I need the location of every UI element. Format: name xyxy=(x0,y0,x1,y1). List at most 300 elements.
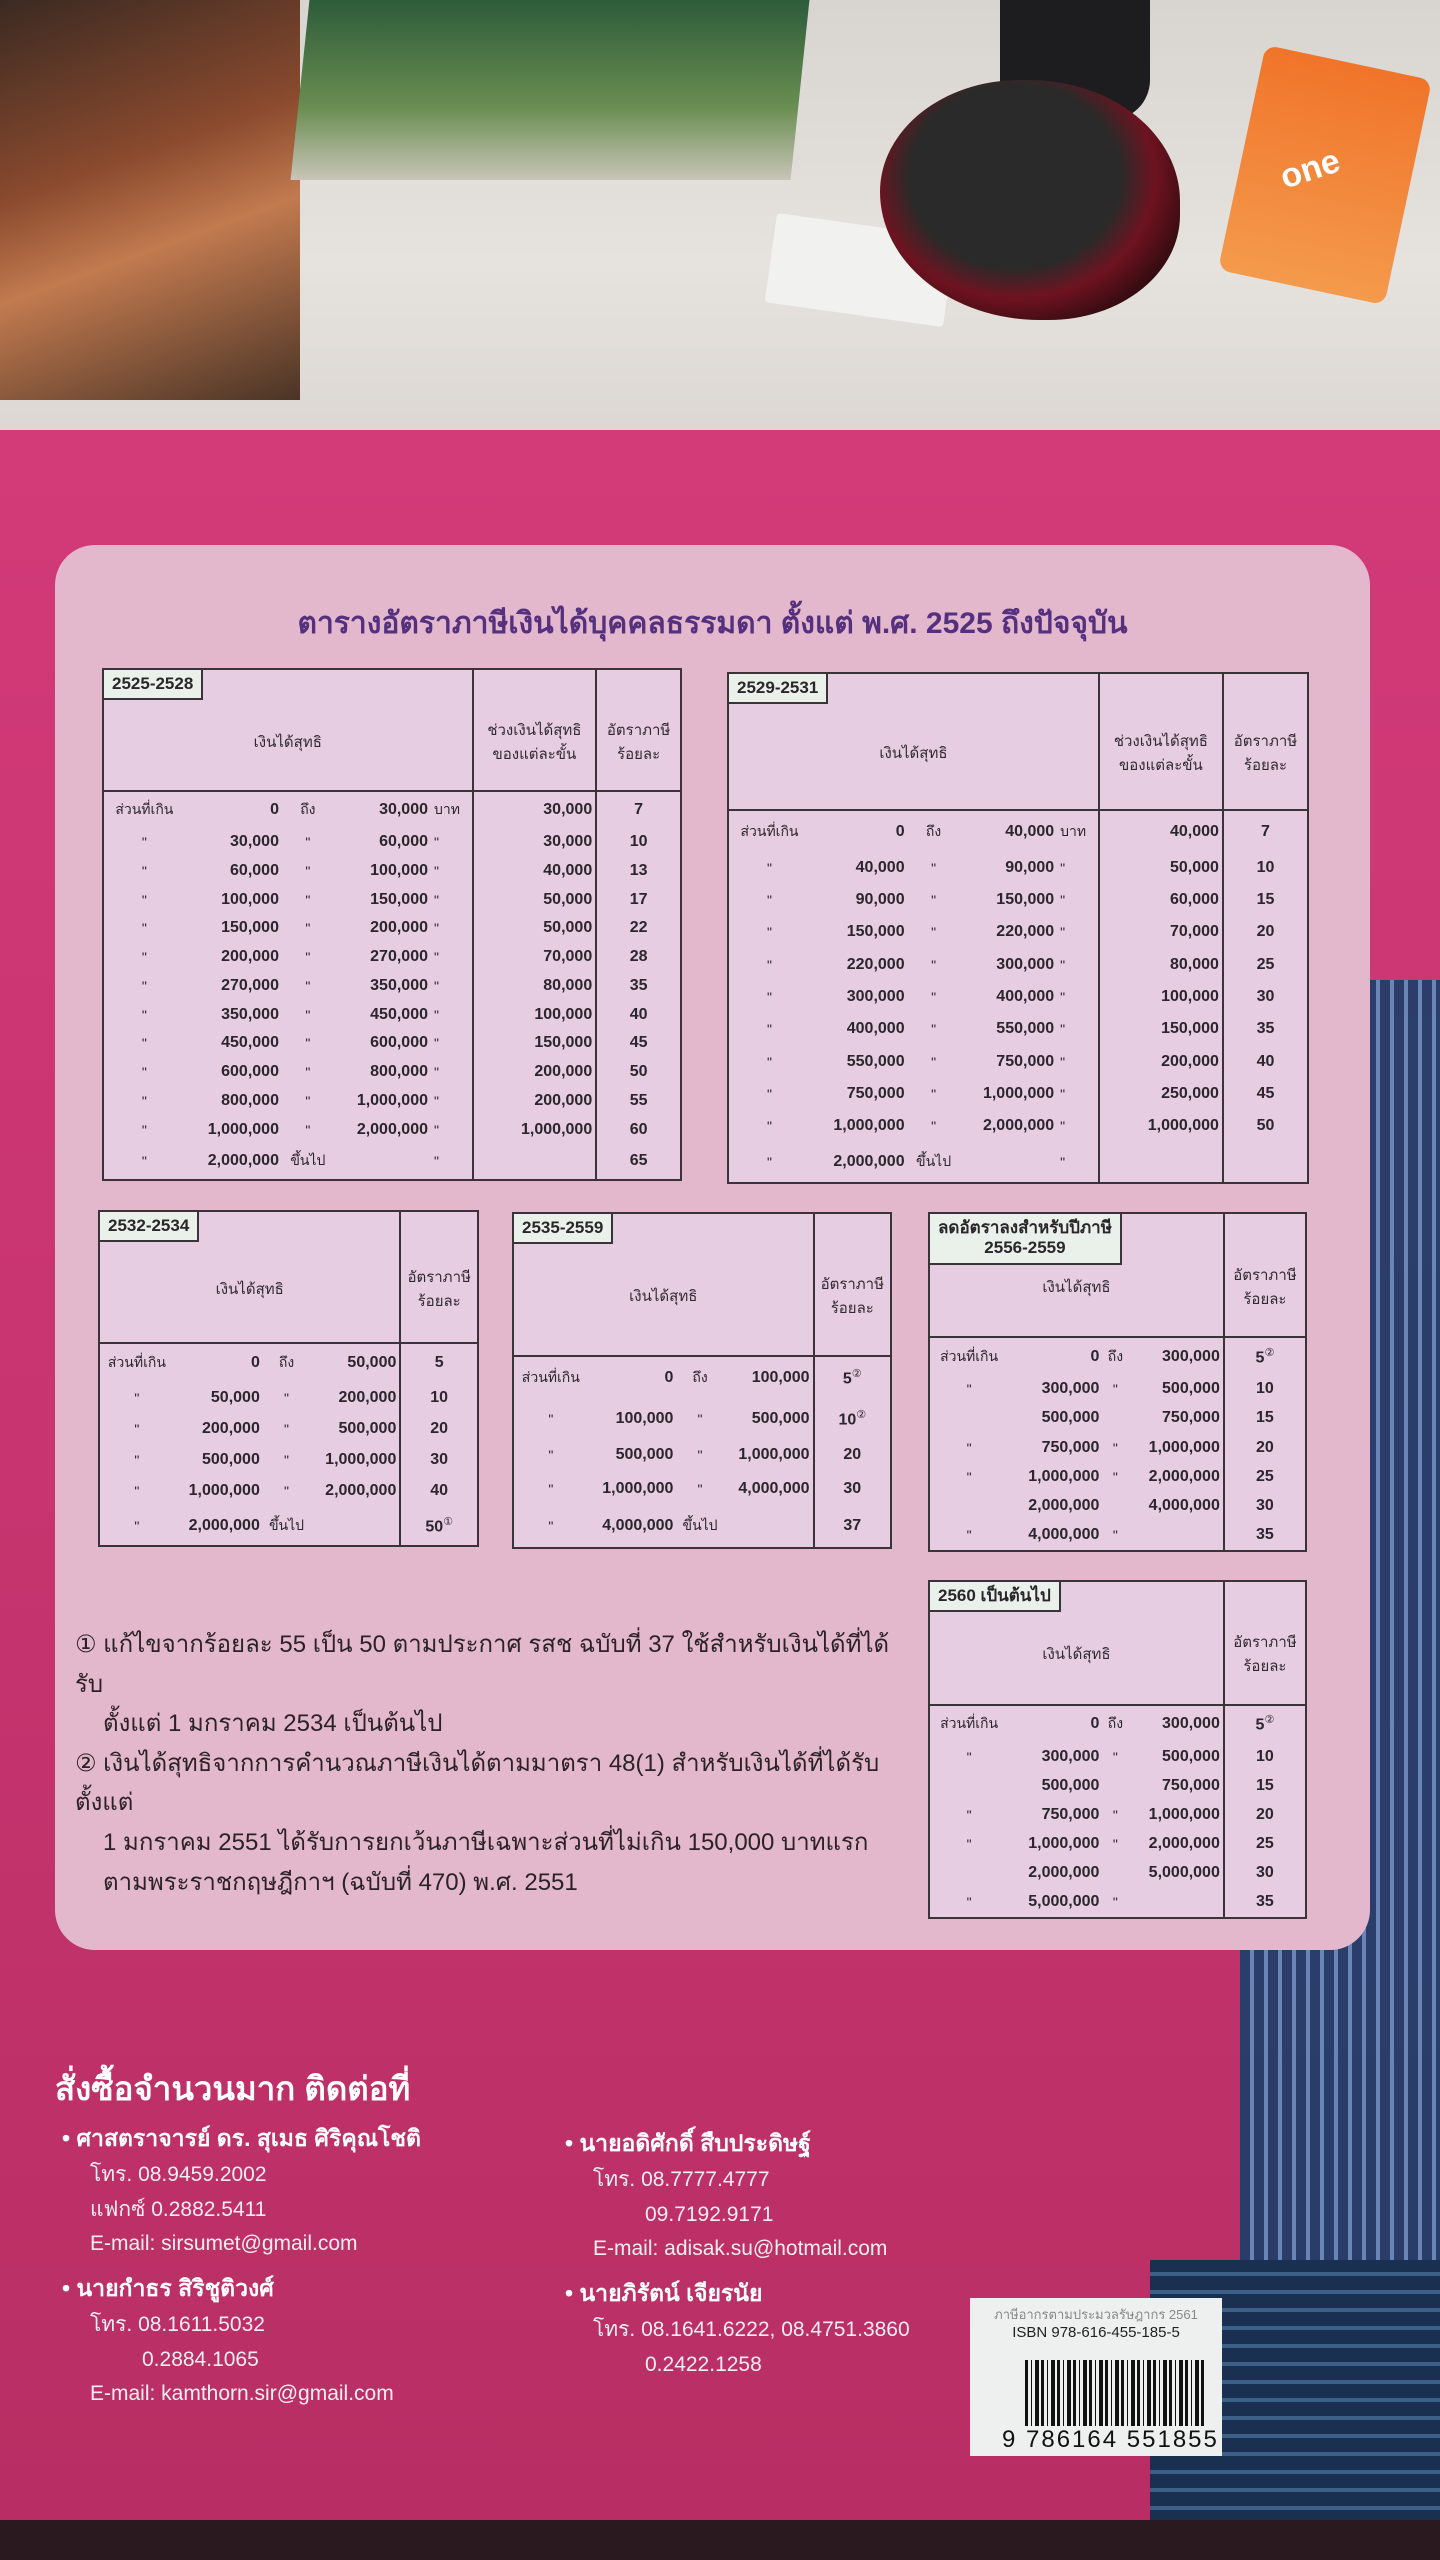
cell-text: ถึง xyxy=(692,1368,708,1385)
cell-lead xyxy=(930,1404,1008,1433)
cell-text: 35 xyxy=(1256,1893,1274,1911)
cell-text: " xyxy=(141,1092,147,1109)
cell-unit xyxy=(431,885,473,914)
contact-phone: โทร. 08.1611.5032 xyxy=(90,2312,265,2336)
cell-rate xyxy=(596,914,680,943)
footnote-2-line-2: 1 มกราคม 2551 ได้รับการยกเว้นภาษีเฉพาะส่วนที่ไม่เกิน 150,000 บาทแรก xyxy=(103,1828,869,1856)
cell-text: บาท xyxy=(434,801,460,818)
table-period-label: 2525-2528 xyxy=(102,668,203,700)
cell-rate xyxy=(1223,981,1307,1013)
cell-text: 1,000,000 xyxy=(602,1480,674,1498)
cell-num xyxy=(185,1086,282,1115)
cell-text: 40,000 xyxy=(543,862,593,880)
cell-lead xyxy=(104,972,185,1001)
cell-num xyxy=(1008,1492,1102,1521)
footnote-2-line-1: ② เงินได้สุทธิจากการคำนวณภาษีเงินได้ตามมาตรา 48(1) สำหรับเงินได้ที่ได้รับตั้งแต่ xyxy=(75,1749,880,1817)
cell-text: 10 xyxy=(629,833,648,851)
cell-lead xyxy=(104,791,185,828)
cell-rate xyxy=(596,791,680,828)
cell-text: 200,000 xyxy=(1161,1052,1219,1070)
cell-unit xyxy=(431,943,473,972)
cell-text: 1,000,000 xyxy=(1147,1117,1219,1135)
table-row xyxy=(104,1029,680,1058)
cell-num xyxy=(960,884,1058,916)
cell-text: " xyxy=(134,1452,140,1469)
cell-text: 30 xyxy=(430,1451,449,1469)
cell-num xyxy=(1008,1830,1102,1859)
table-row xyxy=(104,828,680,857)
cell-text: 750,000 xyxy=(1041,1806,1100,1824)
cell-num xyxy=(185,1115,282,1144)
cell-num xyxy=(724,1506,814,1547)
header-tax-rate: อัตราภาษี ร้อยละ xyxy=(596,670,680,791)
cell-num xyxy=(1128,1888,1223,1917)
cell-text: 2,000,000 xyxy=(1028,1864,1100,1882)
cell-text: 65 xyxy=(629,1152,648,1170)
cell-text: " xyxy=(1060,924,1066,941)
cell-text: " xyxy=(305,863,311,880)
cell-rate xyxy=(400,1445,477,1476)
table-row xyxy=(930,1830,1305,1859)
cell-text: " xyxy=(931,989,937,1006)
contact-name: • นายภิรัตน์ เจียรนัย xyxy=(565,2280,763,2306)
table-row xyxy=(729,1142,1307,1182)
cell-conj xyxy=(1102,1404,1128,1433)
header-tax-rate: อัตราภาษี ร้อยละ xyxy=(400,1212,477,1343)
contact-email[interactable]: E-mail: kamthorn.sir@gmail.com xyxy=(90,2382,394,2406)
table-row xyxy=(104,885,680,914)
cell-conj xyxy=(1102,1433,1128,1462)
cell-text: 2,000,000 xyxy=(356,1120,428,1138)
cell-conj xyxy=(263,1343,310,1383)
cell-conj xyxy=(676,1472,723,1506)
cell-text: 15 xyxy=(1256,1776,1274,1794)
cell-lead xyxy=(104,828,185,857)
cell-num xyxy=(1128,1404,1223,1433)
cell-unit xyxy=(431,1029,473,1058)
cell-num xyxy=(185,972,282,1001)
cell-conj xyxy=(676,1506,723,1547)
cell-text: " xyxy=(305,1092,311,1109)
barcode-number: 9 786164 551855 xyxy=(1002,2426,1219,2453)
cell-rate xyxy=(1224,1375,1305,1404)
cell-rate xyxy=(596,885,680,914)
cell-num xyxy=(1008,1521,1102,1550)
cell-text: 45 xyxy=(1256,1084,1275,1102)
cell-rate xyxy=(596,1115,680,1144)
cell-lead xyxy=(930,1337,1008,1374)
cell-rate xyxy=(400,1383,477,1414)
cell-rate xyxy=(1224,1433,1305,1462)
cell-num xyxy=(810,1110,908,1142)
contact-name: • ศาสตราจารย์ ดร. สุเมธ ศิริคุณโชติ xyxy=(62,2125,421,2151)
cell-text: 0 xyxy=(270,801,279,819)
cell-text: " xyxy=(966,1527,972,1544)
cell-rate xyxy=(814,1439,890,1473)
cell-text: " xyxy=(966,1381,972,1398)
cell-num xyxy=(810,1142,908,1182)
cell-text: " xyxy=(434,1121,439,1138)
cell-unit xyxy=(1057,852,1099,884)
cell-conj xyxy=(1102,1462,1128,1491)
cell-text: 500,000 xyxy=(1041,1409,1100,1427)
cell-text: 10 xyxy=(430,1389,449,1407)
cell-unit xyxy=(431,914,473,943)
cell-rate xyxy=(1224,1742,1305,1771)
cell-text: " xyxy=(1112,1527,1118,1544)
cell-rate xyxy=(400,1476,477,1507)
cell-num xyxy=(1008,1800,1102,1829)
cell-conj xyxy=(282,1000,334,1029)
cell-unit xyxy=(1057,1045,1099,1077)
cell-num xyxy=(960,852,1058,884)
table-row xyxy=(729,852,1307,884)
cell-lead xyxy=(930,1462,1008,1491)
cell-text: " xyxy=(767,989,772,1006)
cell-text: " xyxy=(697,1410,703,1427)
cell-num xyxy=(588,1506,677,1547)
footnote-1-line-2: ตั้งแต่ 1 มกราคม 2534 เป็นต้นไป xyxy=(103,1710,443,1738)
cell-text: 2,000,000 xyxy=(1148,1835,1220,1853)
cell-lead xyxy=(930,1521,1008,1550)
cell-text: " xyxy=(305,920,311,937)
cell-text: 5 xyxy=(842,1370,852,1388)
cell-text: " xyxy=(434,891,439,908)
cell-text: 150,000 xyxy=(996,891,1055,909)
cell-num xyxy=(810,1078,908,1110)
cell-lead xyxy=(729,949,810,981)
contact-phone-2: 0.2422.1258 xyxy=(645,2352,762,2376)
cell-text: 1,000,000 xyxy=(356,1091,428,1109)
cell-num xyxy=(960,1110,1058,1142)
cell-rate xyxy=(400,1343,477,1383)
cell-num xyxy=(1128,1742,1223,1771)
cell-text: " xyxy=(931,1053,937,1070)
cell-text: 500,000 xyxy=(202,1451,260,1469)
cell-text: " xyxy=(931,956,937,973)
cell-rate xyxy=(1224,1888,1305,1917)
barcode-series-title: ภาษีอากรตามประมวลรัษฎากร 2561 xyxy=(994,2307,1198,2322)
tax-table-2529-2531 xyxy=(727,672,1309,1184)
cell-band xyxy=(473,1058,597,1087)
table-row xyxy=(104,914,680,943)
cell-text: 450,000 xyxy=(370,1005,428,1023)
cell-text: " xyxy=(141,834,147,851)
contact-phone-2: 0.2884.1065 xyxy=(142,2347,259,2371)
cell-text: 70,000 xyxy=(543,948,593,966)
cell-conj xyxy=(908,1078,960,1110)
cell-text: " xyxy=(931,1085,937,1102)
cell-band xyxy=(473,943,597,972)
cell-text: 300,000 xyxy=(996,955,1055,973)
cell-text: 150,000 xyxy=(846,923,905,941)
cell-rate xyxy=(1224,1830,1305,1859)
cell-band xyxy=(473,972,597,1001)
cell-num xyxy=(185,885,282,914)
cell-num xyxy=(1128,1830,1223,1859)
cell-text: 400,000 xyxy=(846,1020,905,1038)
cell-text: 200,000 xyxy=(221,948,279,966)
contact-name: • นายกำธร สิริชูติวงศ์ xyxy=(62,2275,274,2301)
cell-text: " xyxy=(548,1410,554,1427)
isbn-barcode-label xyxy=(970,2298,1222,2456)
cell-text: 300,000 xyxy=(1041,1380,1100,1398)
cell-num xyxy=(588,1439,677,1473)
cell-text: 7 xyxy=(634,801,644,819)
cell-text: ส่วนที่เกิน xyxy=(115,801,174,818)
cell-unit xyxy=(431,828,473,857)
cell-text: 10 xyxy=(838,1411,857,1429)
cell-lead xyxy=(100,1383,174,1414)
cell-num xyxy=(960,981,1058,1013)
cell-text: " xyxy=(284,1390,290,1407)
cell-lead xyxy=(729,916,810,948)
cell-rate xyxy=(1224,1404,1305,1433)
cell-num xyxy=(1008,1742,1102,1771)
contact-email[interactable]: E-mail: sirsumet@gmail.com xyxy=(90,2232,358,2256)
contact-name: • นายอดิศักดิ์ สืบประดิษฐ์ xyxy=(565,2130,811,2156)
cell-conj xyxy=(1102,1859,1128,1888)
cell-num xyxy=(1008,1375,1102,1404)
footnote-marker: ② xyxy=(1264,1346,1275,1359)
cell-text: " xyxy=(434,1092,439,1109)
cell-lead xyxy=(729,1110,810,1142)
cell-text: 30 xyxy=(1256,988,1275,1006)
cell-rate xyxy=(1224,1800,1305,1829)
header-net-income: เงินได้สุทธิ xyxy=(729,674,1099,810)
cell-text: " xyxy=(548,1518,554,1535)
footnote-marker: ② xyxy=(1264,1714,1275,1727)
tax-table-2560-onward xyxy=(928,1580,1307,1919)
cell-text: 40 xyxy=(629,1005,648,1023)
cell-text: 25 xyxy=(1256,1467,1274,1485)
cell-text: 13 xyxy=(629,862,648,880)
cell-rate xyxy=(596,1029,680,1058)
cell-text: บาท xyxy=(1060,822,1087,839)
cell-text: " xyxy=(1112,1807,1118,1824)
cell-text: 150,000 xyxy=(534,1034,593,1052)
cell-num xyxy=(1008,1404,1102,1433)
cell-text: 60,000 xyxy=(230,862,279,880)
cell-text: 30 xyxy=(843,1480,862,1498)
cell-text: " xyxy=(1060,989,1066,1006)
cell-text: " xyxy=(966,1807,972,1824)
table-row xyxy=(104,857,680,886)
contact-phone: โทร. 08.1641.6222, 08.4751.3860 xyxy=(593,2317,910,2341)
cell-lead xyxy=(930,1859,1008,1888)
cell-text: 17 xyxy=(629,890,648,908)
cell-unit xyxy=(1057,949,1099,981)
header-net-income: เงินได้สุทธิ xyxy=(100,1212,400,1343)
table-period-label: 2529-2531 xyxy=(727,672,828,704)
cell-num xyxy=(334,972,431,1001)
cell-text: 2,000,000 xyxy=(1028,1497,1100,1515)
cell-num xyxy=(334,1086,431,1115)
cell-unit xyxy=(431,1058,473,1087)
cell-conj xyxy=(908,1045,960,1077)
cell-text: 350,000 xyxy=(370,976,428,994)
cell-text: " xyxy=(767,1118,772,1135)
table-row xyxy=(930,1800,1305,1829)
cell-lead xyxy=(104,1058,185,1087)
cell-text: 25 xyxy=(1256,955,1275,973)
cell-num xyxy=(1128,1705,1223,1742)
cell-num xyxy=(185,857,282,886)
green-book xyxy=(291,0,810,180)
cell-text: " xyxy=(548,1481,554,1498)
cell-text: 2,000,000 xyxy=(188,1516,260,1534)
cell-text: " xyxy=(141,1035,147,1052)
cell-text: 550,000 xyxy=(996,1020,1055,1038)
cell-conj xyxy=(1102,1492,1128,1521)
cell-text: 7 xyxy=(1261,822,1270,840)
cell-text: 10 xyxy=(1256,1747,1274,1765)
header-net-income: เงินได้สุทธิ xyxy=(930,1582,1224,1705)
cell-band xyxy=(473,914,597,943)
cell-lead xyxy=(729,981,810,1013)
cell-text: " xyxy=(141,977,147,994)
cell-conj xyxy=(263,1507,310,1545)
cell-text: 15 xyxy=(1256,1409,1274,1427)
cell-num xyxy=(1128,1800,1223,1829)
cell-text: 5 xyxy=(1255,1716,1265,1734)
contact-fax: แฟกซ์ 0.2882.5411 xyxy=(90,2197,267,2221)
cell-lead xyxy=(729,852,810,884)
cell-text: " xyxy=(767,1053,772,1070)
cell-lead xyxy=(930,1771,1008,1800)
cell-num xyxy=(960,949,1058,981)
cell-text: 40,000 xyxy=(1005,822,1055,840)
cell-lead xyxy=(930,1433,1008,1462)
cell-rate xyxy=(400,1414,477,1445)
cell-lead xyxy=(104,857,185,886)
cell-text: 500,000 xyxy=(338,1420,397,1438)
cell-text: 50 xyxy=(1256,1117,1275,1135)
table-row xyxy=(100,1383,477,1414)
cell-text: 150,000 xyxy=(221,919,279,937)
cell-band xyxy=(473,828,597,857)
cell-text: 1,000,000 xyxy=(1028,1467,1100,1485)
cell-text: " xyxy=(434,863,439,880)
cell-text: 750,000 xyxy=(1162,1409,1220,1427)
cell-rate xyxy=(1224,1492,1305,1521)
cell-num xyxy=(174,1507,263,1545)
cell-text: 80,000 xyxy=(1169,955,1219,973)
cell-num xyxy=(185,1058,282,1087)
cell-text: " xyxy=(434,949,439,966)
header-income-band: ช่วงเงินได้สุทธิ ของแต่ละขั้น xyxy=(473,670,597,791)
cell-band xyxy=(473,1144,597,1179)
cell-text: 220,000 xyxy=(846,955,905,973)
book-stack xyxy=(0,0,300,400)
cell-text: 220,000 xyxy=(996,923,1055,941)
contact-email[interactable]: E-mail: adisak.su@hotmail.com xyxy=(593,2237,888,2261)
cell-text: 300,000 xyxy=(1041,1747,1100,1765)
table-row xyxy=(514,1439,890,1473)
cell-rate xyxy=(1223,1013,1307,1045)
cell-band xyxy=(1099,1142,1223,1182)
cell-lead xyxy=(729,1142,810,1182)
table-row xyxy=(930,1742,1305,1771)
cell-text: 550,000 xyxy=(846,1052,905,1070)
cell-conj xyxy=(282,943,334,972)
cell-text: 25 xyxy=(1256,1835,1274,1853)
cell-num xyxy=(960,1078,1058,1110)
cell-text: 0 xyxy=(1090,1715,1100,1733)
cell-text: 22 xyxy=(629,919,648,937)
cell-text: " xyxy=(305,1035,311,1052)
cell-text: 1,000,000 xyxy=(188,1482,260,1500)
cell-conj xyxy=(1102,1521,1128,1550)
cell-text: 20 xyxy=(1256,1438,1274,1456)
tax-table-2535-2559 xyxy=(512,1212,892,1549)
cell-text: " xyxy=(141,1121,147,1138)
cell-text: " xyxy=(966,1894,972,1911)
cell-text: 100,000 xyxy=(1161,988,1219,1006)
cell-unit xyxy=(431,1086,473,1115)
cell-conj xyxy=(1102,1830,1128,1859)
cell-lead xyxy=(100,1414,174,1445)
cell-text: 4,000,000 xyxy=(1148,1497,1220,1515)
table-row xyxy=(729,1045,1307,1077)
cell-unit xyxy=(1057,884,1099,916)
cell-conj xyxy=(282,1144,334,1179)
table-row xyxy=(729,949,1307,981)
cell-text: " xyxy=(434,834,439,851)
cell-lead xyxy=(514,1356,588,1399)
table-row xyxy=(930,1771,1305,1800)
page-title: ตารางอัตราภาษีเงินได้บุคคลธรรมดา ตั้งแต่ พ.ศ. 2525 ถึงปัจจุบัน xyxy=(297,607,1128,640)
cell-text: " xyxy=(1060,1053,1066,1070)
cell-text: 350,000 xyxy=(221,1005,279,1023)
cell-text: 1,000,000 xyxy=(1028,1835,1100,1853)
cell-conj xyxy=(908,1013,960,1045)
cell-lead xyxy=(729,1013,810,1045)
contact-phone: โทร. 08.9459.2002 xyxy=(90,2162,267,2186)
cell-band xyxy=(1099,949,1223,981)
cell-rate xyxy=(814,1399,890,1439)
contact-heading: สั่งซื้อจำนวนมาก ติดต่อที่ xyxy=(55,2070,411,2107)
cell-lead xyxy=(100,1507,174,1545)
cell-lead xyxy=(514,1472,588,1506)
cell-text: 10 xyxy=(1256,858,1275,876)
cell-num xyxy=(334,1144,431,1179)
cell-text: " xyxy=(134,1517,140,1534)
cell-rate xyxy=(596,1144,680,1179)
cell-lead xyxy=(930,1830,1008,1859)
cell-text: " xyxy=(141,920,147,937)
cell-conj xyxy=(282,828,334,857)
cell-unit xyxy=(431,1144,473,1179)
cell-num xyxy=(185,791,282,828)
cell-rate xyxy=(1224,1521,1305,1550)
cell-rate xyxy=(1223,852,1307,884)
cell-num xyxy=(1128,1521,1223,1550)
cell-conj xyxy=(282,857,334,886)
cell-text: 200,000 xyxy=(534,1063,593,1081)
cell-lead xyxy=(930,1375,1008,1404)
table-row xyxy=(104,943,680,972)
cell-rate xyxy=(596,943,680,972)
cell-text: 200,000 xyxy=(534,1091,593,1109)
cell-band xyxy=(1099,1078,1223,1110)
cell-text: 750,000 xyxy=(846,1084,905,1102)
header-tax-rate: อัตราภาษี ร้อยละ xyxy=(1223,674,1307,810)
table-row xyxy=(729,884,1307,916)
cell-band xyxy=(1099,884,1223,916)
cell-text: 1,000,000 xyxy=(325,1451,397,1469)
cell-text: 400,000 xyxy=(996,988,1055,1006)
